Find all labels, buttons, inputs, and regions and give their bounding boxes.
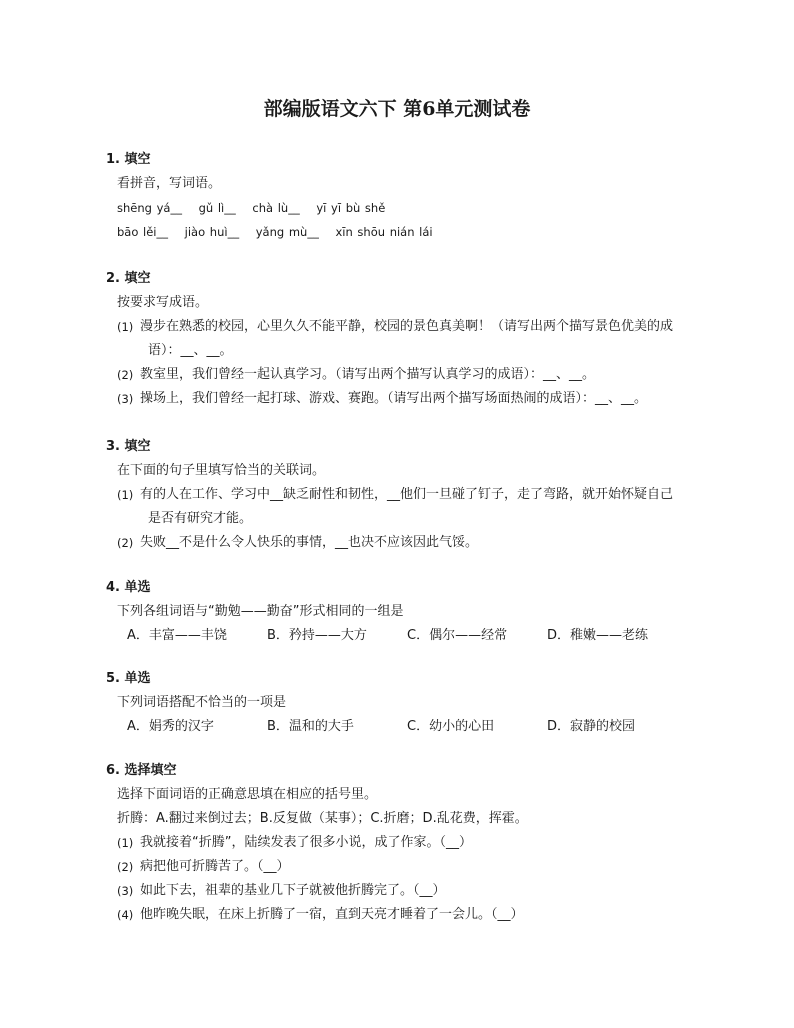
question-1: [106, 148, 726, 244]
item-text: 失败__不是什么令人快乐的事情，__也决不应该因此气馁。: [140, 535, 479, 550]
option-a[interactable]: A．娟秀的汉字: [127, 719, 214, 734]
item-number: (1): [117, 320, 134, 334]
item-text: 病把他可折腾苦了。（__）: [140, 859, 290, 874]
question-2-item: [106, 363, 726, 387]
pinyin-item: bāo lěi__: [117, 225, 169, 239]
question-6: [106, 759, 726, 927]
pinyin-item: xīn shōu nián lái: [335, 225, 433, 239]
question-4-options: [106, 624, 726, 648]
question-4-instruction: 下列各组词语与“勤勉——勤奋”形式相同的一组是: [117, 604, 404, 619]
question-6-item: [106, 831, 726, 855]
option-d[interactable]: D．寂静的校园: [547, 719, 636, 734]
question-3-heading: 3. 填空: [106, 439, 151, 454]
question-3: [106, 435, 726, 555]
page-title: 部编版语文六下 第6单元测试卷: [263, 98, 531, 120]
item-text: 漫步在熟悉的校园，心里久久不能平静，校园的景色真美啊！（请写出两个描写景色优美的成: [140, 319, 674, 334]
pinyin-item: gǔ lì__: [198, 201, 236, 215]
question-4-heading: 4. 单选: [106, 580, 151, 595]
item-number: (3): [117, 884, 134, 898]
question-3-instruction: 在下面的句子里填写恰当的关联词。: [117, 463, 326, 478]
item-number: (2): [117, 536, 134, 550]
option-c[interactable]: C．幼小的心田: [407, 719, 495, 734]
item-number: (3): [117, 392, 134, 406]
item-number: (2): [117, 860, 134, 874]
item-number: (4): [117, 908, 134, 922]
question-6-instruction: 选择下面词语的正确意思填在相应的括号里。: [117, 787, 378, 802]
option-d[interactable]: D．稚嫩——老练: [547, 628, 649, 643]
item-text: 我就接着“折腾”，陆续发表了很多小说，成了作家。（__）: [140, 835, 472, 850]
item-text: 如此下去，祖辈的基业几下子就被他折腾完了。（__）: [140, 883, 446, 898]
question-2-instruction: 按要求写成语。: [117, 295, 209, 310]
pinyin-item: yī yī bù shě: [316, 201, 386, 215]
item-number: (2): [117, 368, 134, 382]
pinyin-item: jiào huì__: [184, 225, 240, 239]
question-4: [106, 576, 726, 648]
pinyin-row-2: [106, 220, 726, 244]
item-text: 操场上，我们曾经一起打球、游戏、赛跑。（请写出两个描写场面热闹的成语）：__、__。: [140, 391, 648, 406]
option-a[interactable]: A．丰富——丰饶: [127, 628, 227, 643]
pinyin-row-1: [106, 196, 726, 220]
question-6-item: [106, 903, 726, 927]
question-1-heading: 1. 填空: [106, 152, 151, 167]
question-6-item: [106, 855, 726, 879]
question-2-item: [106, 315, 726, 363]
pinyin-item: shēng yá__: [117, 201, 182, 215]
question-5-instruction: 下列词语搭配不恰当的一项是: [117, 695, 287, 710]
question-2-item: [106, 387, 726, 411]
question-2: [106, 267, 726, 411]
question-5: [106, 667, 726, 739]
question-5-options: [106, 715, 726, 739]
question-1-instruction: 看拼音，写词语。: [117, 176, 222, 191]
question-6-item: [106, 879, 726, 903]
question-5-heading: 5. 单选: [106, 671, 151, 686]
question-2-heading: 2. 填空: [106, 271, 151, 286]
item-number: (1): [117, 488, 134, 502]
item-text-continued: 是否有研究才能。: [148, 511, 253, 526]
question-3-item: [106, 531, 726, 555]
option-c[interactable]: C．偶尔——经常: [407, 628, 508, 643]
option-b[interactable]: B．温和的大手: [267, 719, 354, 734]
item-text-continued: 语）：__、__。: [148, 343, 233, 358]
question-3-item: [106, 483, 726, 531]
question-6-meanings: 折腾：A.翻过来倒过去；B.反复做（某事）；C.折磨；D.乱花费，挥霍。: [117, 811, 528, 826]
option-b[interactable]: B．矜持——大方: [267, 628, 367, 643]
item-text: 教室里，我们曾经一起认真学习。（请写出两个描写认真学习的成语）：__、__。: [140, 367, 596, 382]
question-6-heading: 6. 选择填空: [106, 763, 177, 778]
pinyin-item: chà lù__: [252, 201, 300, 215]
item-text: 有的人在工作、学习中__缺乏耐性和韧性，__他们一旦碰了钉子，走了弯路，就开始怀疑自己: [140, 487, 674, 502]
item-number: (1): [117, 836, 134, 850]
pinyin-item: yǎng mù__: [255, 225, 319, 239]
item-text: 他昨晚失眠，在床上折腾了一宿，直到天亮才睡着了一会儿。（__）: [140, 907, 524, 922]
